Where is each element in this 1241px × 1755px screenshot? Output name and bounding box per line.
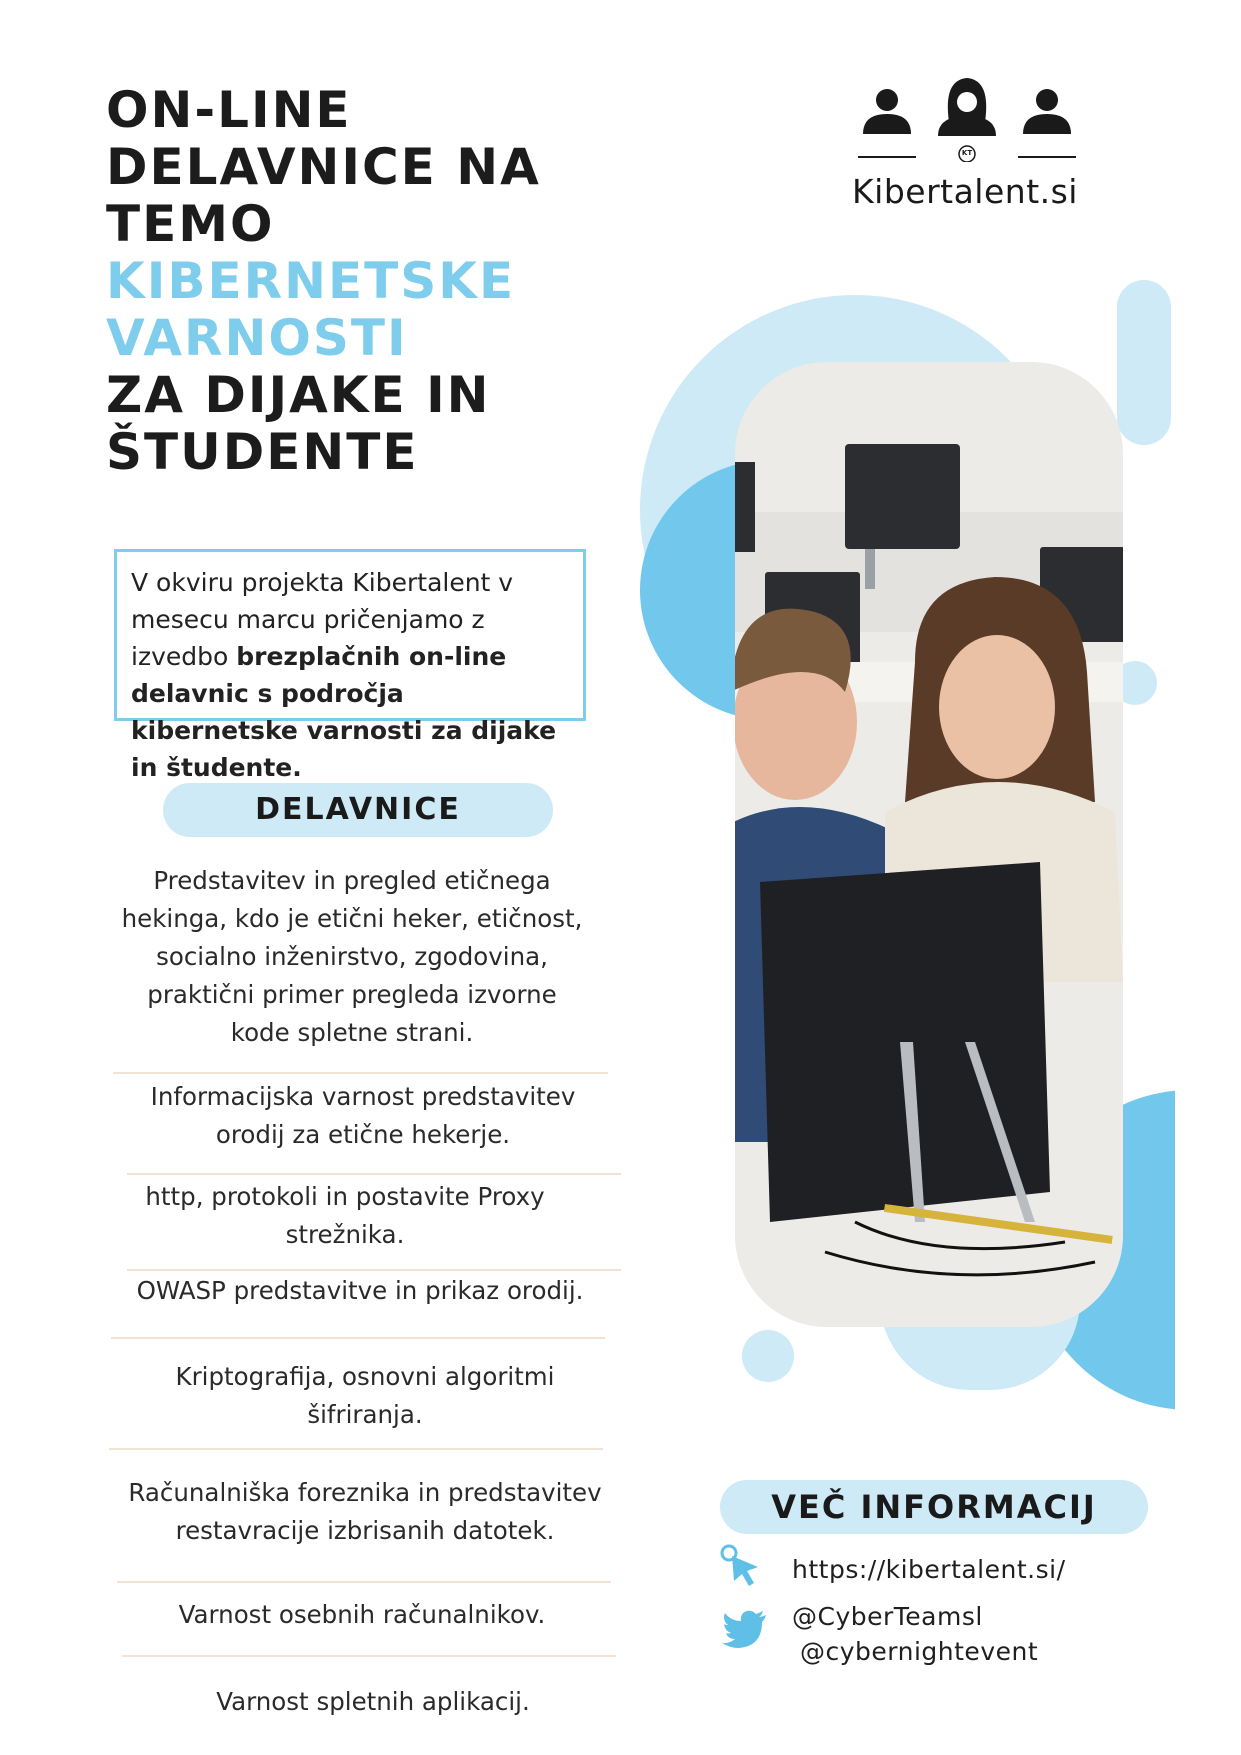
divider <box>127 1269 621 1271</box>
workshops-heading: DELAVNICE <box>163 783 553 837</box>
cursor-click-icon <box>718 1542 766 1590</box>
decor-pill <box>1117 280 1171 445</box>
divider <box>127 1173 621 1175</box>
logo <box>850 72 1080 212</box>
intro-text: V okviru projekta Kibertalent v mesecu marcu pričenjamo z izvedbo <box>131 568 514 671</box>
divider <box>113 1072 608 1074</box>
workshop-item: Varnost spletnih aplikacij. <box>216 1687 530 1716</box>
intro-box <box>114 549 586 782</box>
divider <box>109 1448 603 1450</box>
workshop-item: Računalniška foreznika in predstavitev restavracije izbrisanih datotek. <box>128 1478 602 1545</box>
title-line: DELAVNICE NA <box>106 138 541 196</box>
intro-highlight: brezplačnih on-line delavnic s področja kibernetske varnosti za dijake in študente. <box>131 642 557 782</box>
title-line: TEMO <box>106 195 275 253</box>
title-line: ŠTUDENTE <box>106 423 419 481</box>
title-line: ZA DIJAKE IN <box>106 366 491 424</box>
website-link[interactable]: https://kibertalent.si/ <box>792 1555 1066 1584</box>
twitter-icon <box>722 1610 768 1650</box>
more-info-heading: VEČ INFORMACIJ <box>720 1480 1148 1534</box>
twitter-handle[interactable]: @cybernightevent <box>800 1637 1039 1666</box>
divider <box>111 1337 605 1339</box>
students-photo <box>735 362 1123 1327</box>
logo-text: Kibertalent.si <box>852 172 1078 211</box>
title-line-accent: VARNOSTI <box>106 309 408 367</box>
logo-badge: KT <box>961 149 973 157</box>
page-title <box>106 82 626 481</box>
workshop-item: http, protokoli in postavite Proxy strežnika. <box>145 1182 545 1249</box>
title-line-accent: KIBERNETSKE <box>106 252 516 310</box>
workshop-item: Kriptografija, osnovni algoritmi šifriranja. <box>175 1362 555 1429</box>
person-icon <box>858 89 916 158</box>
person-icon <box>1018 89 1076 158</box>
workshop-item: Informacijska varnost predstavitev orodij za etične hekerje. <box>150 1082 576 1149</box>
workshop-item: Predstavitev in pregled etičnega hekinga, kdo je etični heker, etičnost, socialno inženirstvo, zgodovina, praktični primer pregleda izvorne kode spletne strani. <box>121 866 583 1047</box>
person-icon <box>938 78 996 136</box>
twitter-handle[interactable]: @CyberTeamsl <box>792 1602 983 1631</box>
workshop-item: Varnost osebnih računalnikov. <box>178 1600 546 1629</box>
title-line: ON-LINE <box>106 81 352 139</box>
decor-mask <box>1175 0 1241 1755</box>
decor-dot <box>742 1330 794 1382</box>
photo-illustration <box>735 362 1123 1327</box>
workshop-item: OWASP predstavitve in prikaz orodij. <box>136 1276 584 1305</box>
divider <box>122 1655 616 1657</box>
divider <box>117 1581 611 1583</box>
